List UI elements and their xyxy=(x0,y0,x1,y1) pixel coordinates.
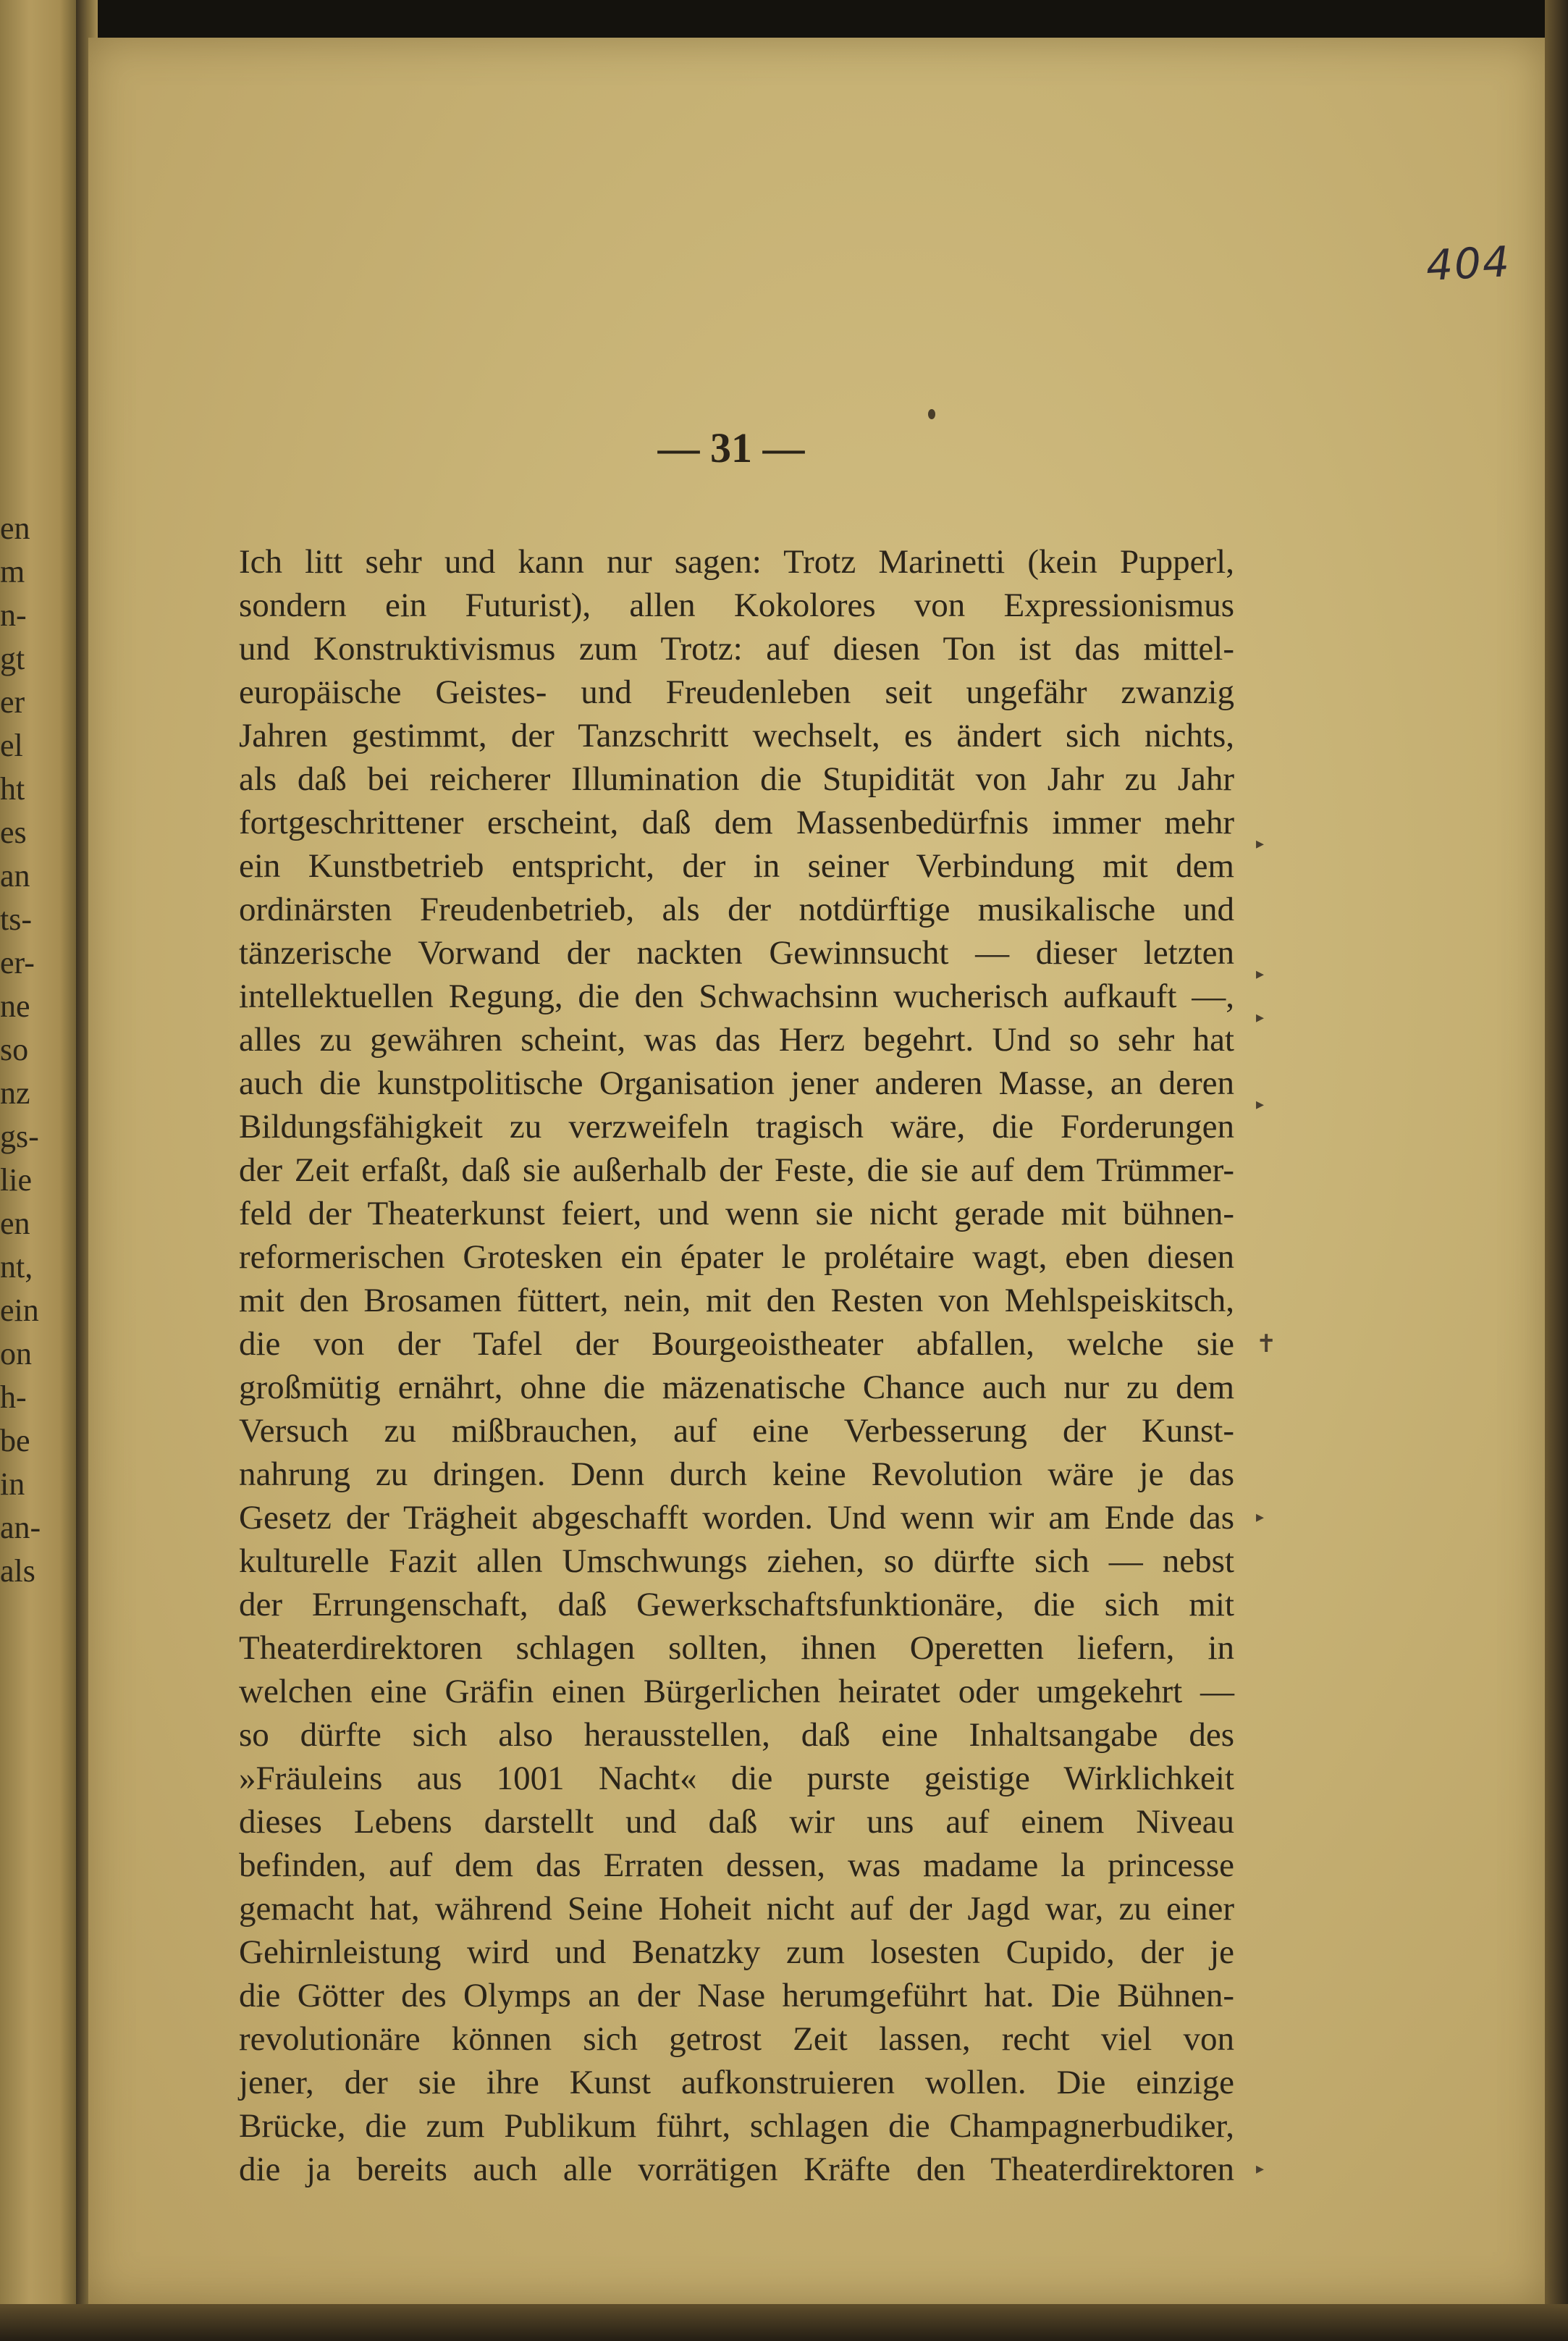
prev-page-fragment: be xyxy=(0,1423,30,1458)
text-line: dieses Lebens darstellt und daß wir uns auf einem Niveau xyxy=(239,1803,1234,1841)
text-line: Jahren gestimmt, der Tanzschritt wechselt, es ändert sich nichts, xyxy=(239,717,1234,755)
prev-page-fragment: ne xyxy=(0,988,30,1024)
prev-page-fragment: ein xyxy=(0,1293,39,1328)
text-line: alles zu gewähren scheint, was das Herz begehrt. Und so sehr hat xyxy=(239,1021,1234,1059)
text-line: Gehirnleistung wird und Benatzky zum losesten Cupido, der je xyxy=(239,1933,1234,1971)
page-right-edge xyxy=(1545,0,1568,2341)
paper-speck xyxy=(928,409,935,419)
scan-bottom-border xyxy=(0,2304,1568,2341)
text-line: jener, der sie ihre Kunst aufkonstruieren wollen. Die einzige xyxy=(239,2064,1234,2101)
text-line: großmütig ernährt, ohne die mäzenatische Chance auch nur zu dem xyxy=(239,1369,1234,1406)
text-line: Versuch zu mißbrauchen, auf eine Verbesserung der Kunst- xyxy=(239,1412,1234,1450)
text-line: ein Kunstbetrieb entspricht, der in seiner Verbindung mit dem xyxy=(239,847,1234,885)
text-line: Bildungsfähigkeit zu verzweifeln tragisch wäre, die Forderungen xyxy=(239,1108,1234,1146)
prev-page-fragment: nz xyxy=(0,1075,30,1111)
text-line: so dürfte sich also herausstellen, daß eine Inhaltsangabe des xyxy=(239,1716,1234,1754)
text-line: feld der Theaterkunst feiert, und wenn sie nicht gerade mit bühnen- xyxy=(239,1195,1234,1232)
prev-page-fragment: m xyxy=(0,554,25,589)
text-line: der Zeit erfaßt, daß sie außerhalb der Feste, die sie auf dem Trümmer- xyxy=(239,1151,1234,1189)
prev-page-fragment: on xyxy=(0,1336,32,1371)
margin-mark: ▸ xyxy=(1256,965,1265,983)
text-line: der Errungenschaft, daß Gewerkschaftsfunktionäre, die sich mit xyxy=(239,1586,1234,1623)
text-line: gemacht hat, während Seine Hoheit nicht auf der Jagd war, zu einer xyxy=(239,1890,1234,1928)
text-line: und Konstruktivismus zum Trotz: auf diesen Ton ist das mittel- xyxy=(239,630,1234,668)
prev-page-fragment: gs- xyxy=(0,1119,39,1154)
text-line: befinden, auf dem das Erraten dessen, was madame la princesse xyxy=(239,1846,1234,1884)
text-line: nahrung zu dringen. Denn durch keine Revolution wäre je das xyxy=(239,1455,1234,1493)
prev-page-fragment: ts- xyxy=(0,901,32,937)
text-line: reformerischen Grotesken ein épater le prolétaire wagt, eben diesen xyxy=(239,1238,1234,1276)
previous-page-text-fragments xyxy=(0,507,80,1593)
prev-page-fragment: er xyxy=(0,684,25,720)
prev-page-fragment: an- xyxy=(0,1510,41,1545)
text-line: die Götter des Olymps an der Nase herumgeführt hat. Die Bühnen- xyxy=(239,1977,1234,2014)
prev-page-fragment: n- xyxy=(0,597,27,633)
text-line: als daß bei reicherer Illumination die Stupidität von Jahr zu Jahr xyxy=(239,760,1234,798)
prev-page-fragment: en xyxy=(0,510,30,546)
margin-mark: ▸ xyxy=(1256,1009,1265,1027)
text-line: »Fräuleins aus 1001 Nacht« die purste geistige Wirklichkeit xyxy=(239,1760,1234,1797)
text-line: welchen eine Gräfin einen Bürgerlichen heiratet oder umgekehrt — xyxy=(239,1673,1234,1710)
prev-page-fragment: h- xyxy=(0,1379,27,1415)
prev-page-fragment: lie xyxy=(0,1162,32,1198)
margin-mark: ▸ xyxy=(1256,1096,1265,1114)
handwritten-folio-number: 404 xyxy=(1425,236,1512,291)
margin-mark: ▸ xyxy=(1256,1508,1265,1526)
text-line: Gesetz der Trägheit abgeschafft worden. Und wenn wir am Ende das xyxy=(239,1499,1234,1537)
text-line: intellektuellen Regung, die den Schwachsinn wucherisch aufkauft —, xyxy=(239,978,1234,1015)
previous-page-edge xyxy=(0,0,85,2341)
prev-page-fragment: es xyxy=(0,815,27,850)
prev-page-fragment: an xyxy=(0,858,30,894)
page-body-text xyxy=(239,540,1234,2191)
prev-page-fragment: ht xyxy=(0,771,25,807)
prev-page-fragment: el xyxy=(0,728,23,763)
text-line: ordinärsten Freudenbetrieb, als der notdürftige musikalische und xyxy=(239,891,1234,928)
text-line: Ich litt sehr und kann nur sagen: Trotz Marinetti (kein Pupperl, xyxy=(239,543,1234,581)
text-line: revolutionäre können sich getrost Zeit lassen, recht viel von xyxy=(239,2020,1234,2058)
text-line: sondern ein Futurist), allen Kokolores von Expressionismus xyxy=(239,587,1234,624)
text-line: europäische Geistes- und Freudenleben seit ungefähr zwanzig xyxy=(239,673,1234,711)
margin-mark: ✝ xyxy=(1256,1329,1277,1358)
prev-page-fragment: er- xyxy=(0,945,35,980)
prev-page-fragment: so xyxy=(0,1032,29,1067)
text-line: die von der Tafel der Bourgeoistheater abfallen, welche sie xyxy=(239,1325,1234,1363)
prev-page-fragment: nt, xyxy=(0,1249,33,1285)
prev-page-fragment: gt xyxy=(0,641,25,676)
text-line: tänzerische Vorwand der nackten Gewinnsucht — dieser letzten xyxy=(239,934,1234,972)
prev-page-fragment: en xyxy=(0,1206,30,1241)
prev-page-fragment: in xyxy=(0,1466,25,1502)
margin-mark: ▸ xyxy=(1256,835,1265,853)
margin-mark: ▸ xyxy=(1256,2160,1265,2178)
text-line: mit den Brosamen füttert, nein, mit den Resten von Mehlspeiskitsch, xyxy=(239,1282,1234,1319)
page-number: — 31 — xyxy=(657,424,805,471)
text-line: fortgeschrittener erscheint, daß dem Massenbedürfnis immer mehr xyxy=(239,804,1234,841)
text-line: auch die kunstpolitische Organisation jener anderen Masse, an deren xyxy=(239,1064,1234,1102)
scan-top-border xyxy=(0,0,1568,40)
text-line: die ja bereits auch alle vorrätigen Kräfte den Theaterdirektoren xyxy=(239,2151,1234,2188)
text-line: Theaterdirektoren schlagen sollten, ihnen Operetten liefern, in xyxy=(239,1629,1234,1667)
text-line: kulturelle Fazit allen Umschwungs ziehen, so dürfte sich — nebst xyxy=(239,1542,1234,1580)
text-line: Brücke, die zum Publikum führt, schlagen die Champagnerbudiker, xyxy=(239,2107,1234,2145)
prev-page-fragment: als xyxy=(0,1553,35,1589)
